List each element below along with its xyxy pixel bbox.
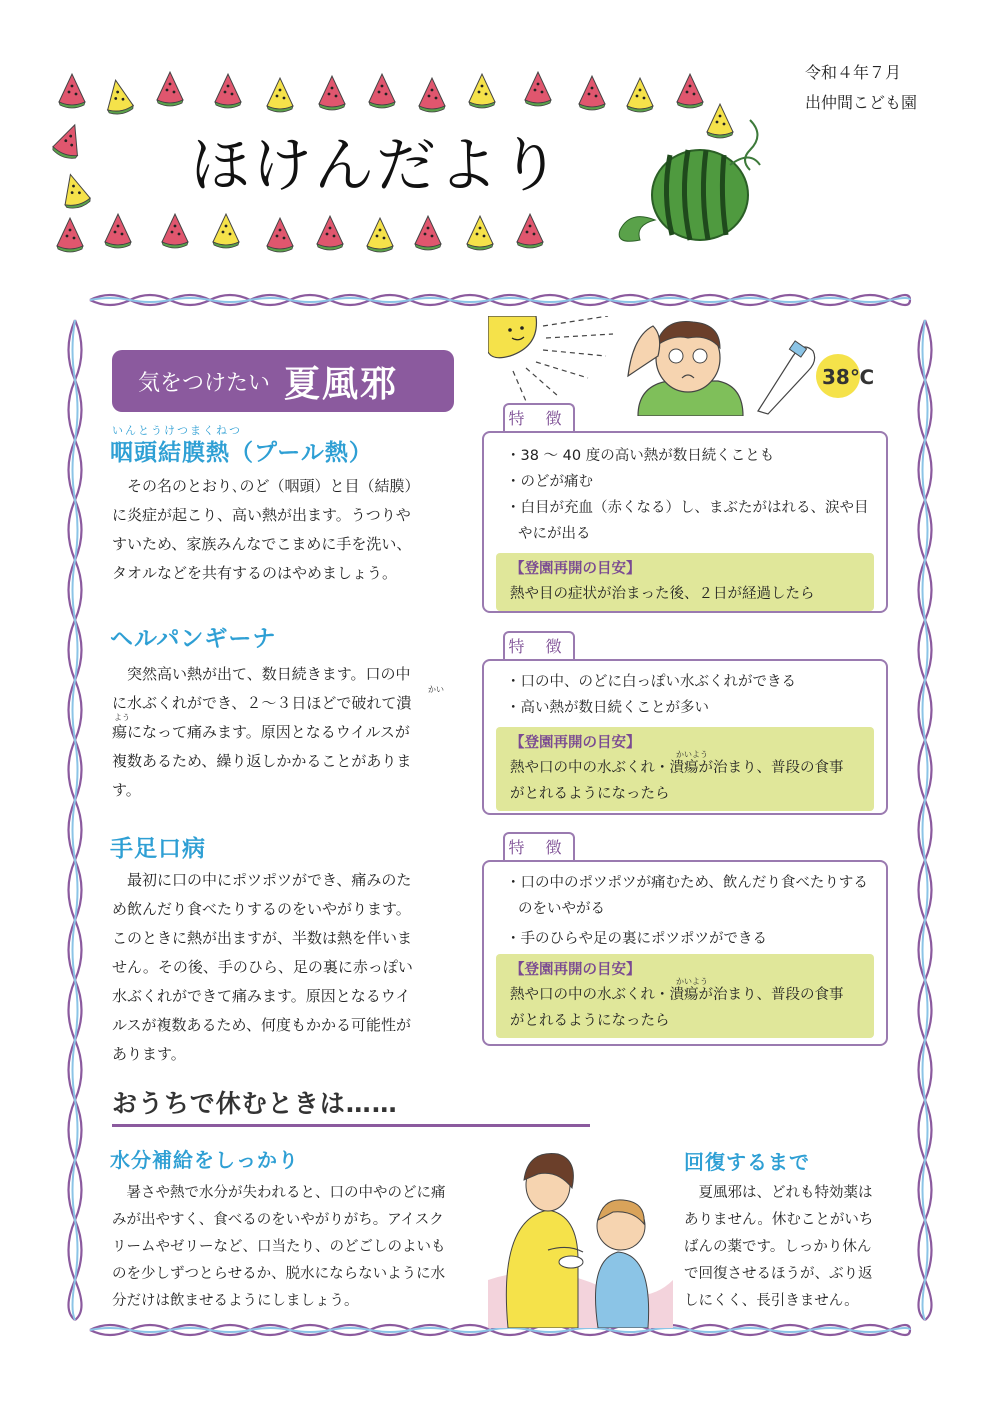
section-1-ruby: いんとうけつまくねつ — [112, 424, 242, 437]
return-furigana: かいよう — [676, 977, 708, 986]
issue-info — [805, 58, 917, 118]
symptom-item: ・ 口の中、のどに白っぽい水ぶくれができる — [496, 669, 874, 695]
water-body: 暑さや熱で水分が失われると、口の中やのどに痛 みが出やすく、食べるのをいやがりがち。アイスク リームやゼリーなど、口当たり、のどごしのよいも のを少しずつとらせるか、脱水にならないように水 分だけは飲ませるようにしましょう。 — [112, 1185, 446, 1309]
return-furigana: かいよう — [676, 750, 708, 759]
thermometer-temperature-label: 38℃ — [822, 365, 875, 389]
return-heading: 【登園再開の目安】 — [510, 561, 641, 577]
symptom-item: ・ 手のひらや足の裏にポツポツができる — [496, 926, 874, 952]
section-2-furigana-1: かい — [428, 685, 444, 694]
return-text: がとれるようになったら — [510, 786, 670, 802]
water-title: 水分補給をしっかり — [110, 1148, 299, 1172]
home-care-underline — [112, 1124, 590, 1127]
section-3-title: 手足口病 — [110, 836, 206, 862]
section-3-body: 最初に口の中にポツポツができ、痛みのた め飲んだり食べたりするのをいやがります。 このときに熱が出ますが、半数は熱を伴いま せん。その後、手のひら、足の裏に赤っぽい 水ぶくれができて痛みます。原因となるウイ ルスが複数あるため、何度もかかる可能性が あります。 — [112, 871, 413, 1063]
return-guideline-2 — [496, 727, 874, 811]
symptom-item: ・ 白目が充血（赤くなる）し、まぶたがはれる、涙や目やにが出る — [496, 495, 874, 547]
sun-boy-thermometer-illustration — [488, 316, 878, 416]
symptom-tab-3: 特 徴 — [503, 832, 575, 860]
symptom-tab-2: 特 徴 — [503, 631, 575, 659]
return-text: がとれるようになったら — [510, 1013, 670, 1029]
section-2-body: 突然高い熱が出て、数日続きます。口の中 に水ぶくれができ、２～３日ほどで破れて潰 瘍になって痛みます。原因となるウイルスが 複数あるため、繰り返しかかることがありま す。 — [112, 665, 412, 799]
section-1-body: その名のとおり､のど（咽頭）と目（結膜） に炎症が起こり、高い熱が出ます。うつりや すいため、家族みんなでこまめに手を洗い、 タオルなどを共有するのはやめましょう。 — [112, 477, 420, 582]
symptom-item: ・ 口の中のポツポツが痛むため、飲んだり食べたりするのをいやがる — [496, 870, 874, 922]
newsletter-title: ほけんだより — [190, 131, 562, 201]
issue-date: 令和４年７月 — [805, 63, 902, 82]
summer-cold-banner — [112, 350, 454, 412]
recovery-title: 回復するまで — [684, 1150, 810, 1174]
symptom-item: ・ 高い熱が数日続くことが多い — [496, 695, 874, 721]
return-guideline-1 — [496, 553, 874, 611]
section-2-furigana-2: よう — [114, 713, 130, 722]
symptom-box-3 — [482, 860, 888, 1046]
section-1-title: 咽頭結膜熱（プール熱） — [110, 440, 373, 466]
organization-name: 出仲間こども園 — [805, 93, 918, 112]
return-text: 熱や口の中の水ぶくれ・潰瘍が治まり、普段の食事 — [510, 760, 844, 776]
symptom-item: ・ 38 ～ 40 度の高い熱が数日続くことも — [496, 443, 874, 469]
symptom-item: ・ のどが痛む — [496, 469, 874, 495]
recovery-body: 夏風邪は、どれも特効薬は ありません。休むことがいち ばんの薬です。しっかり休ん で回復させるほうが、ぶり返 しにくく、長引きません。 — [684, 1185, 874, 1309]
home-care-title: おうちで休むときは…… — [112, 1089, 398, 1118]
return-heading: 【登園再開の目安】 — [510, 962, 641, 978]
return-text: 熱や口の中の水ぶくれ・潰瘍が治まり、普段の食事 — [510, 987, 844, 1003]
return-heading: 【登園再開の目安】 — [510, 735, 641, 751]
banner-title: 夏風邪 — [284, 363, 399, 405]
symptom-box-2 — [482, 659, 888, 815]
symptom-tab-1: 特 徴 — [503, 403, 575, 431]
banner-subtitle: 気をつけたい — [138, 370, 271, 396]
whole-watermelon-illustration — [600, 110, 770, 250]
section-2-title: ヘルパンギーナ — [110, 626, 277, 652]
mother-feeding-child-illustration — [488, 1140, 673, 1328]
return-guideline-3 — [496, 954, 874, 1038]
return-text: 熱や目の症状が治まった後、２日が経過したら — [510, 586, 815, 602]
symptom-box-1 — [482, 431, 888, 613]
